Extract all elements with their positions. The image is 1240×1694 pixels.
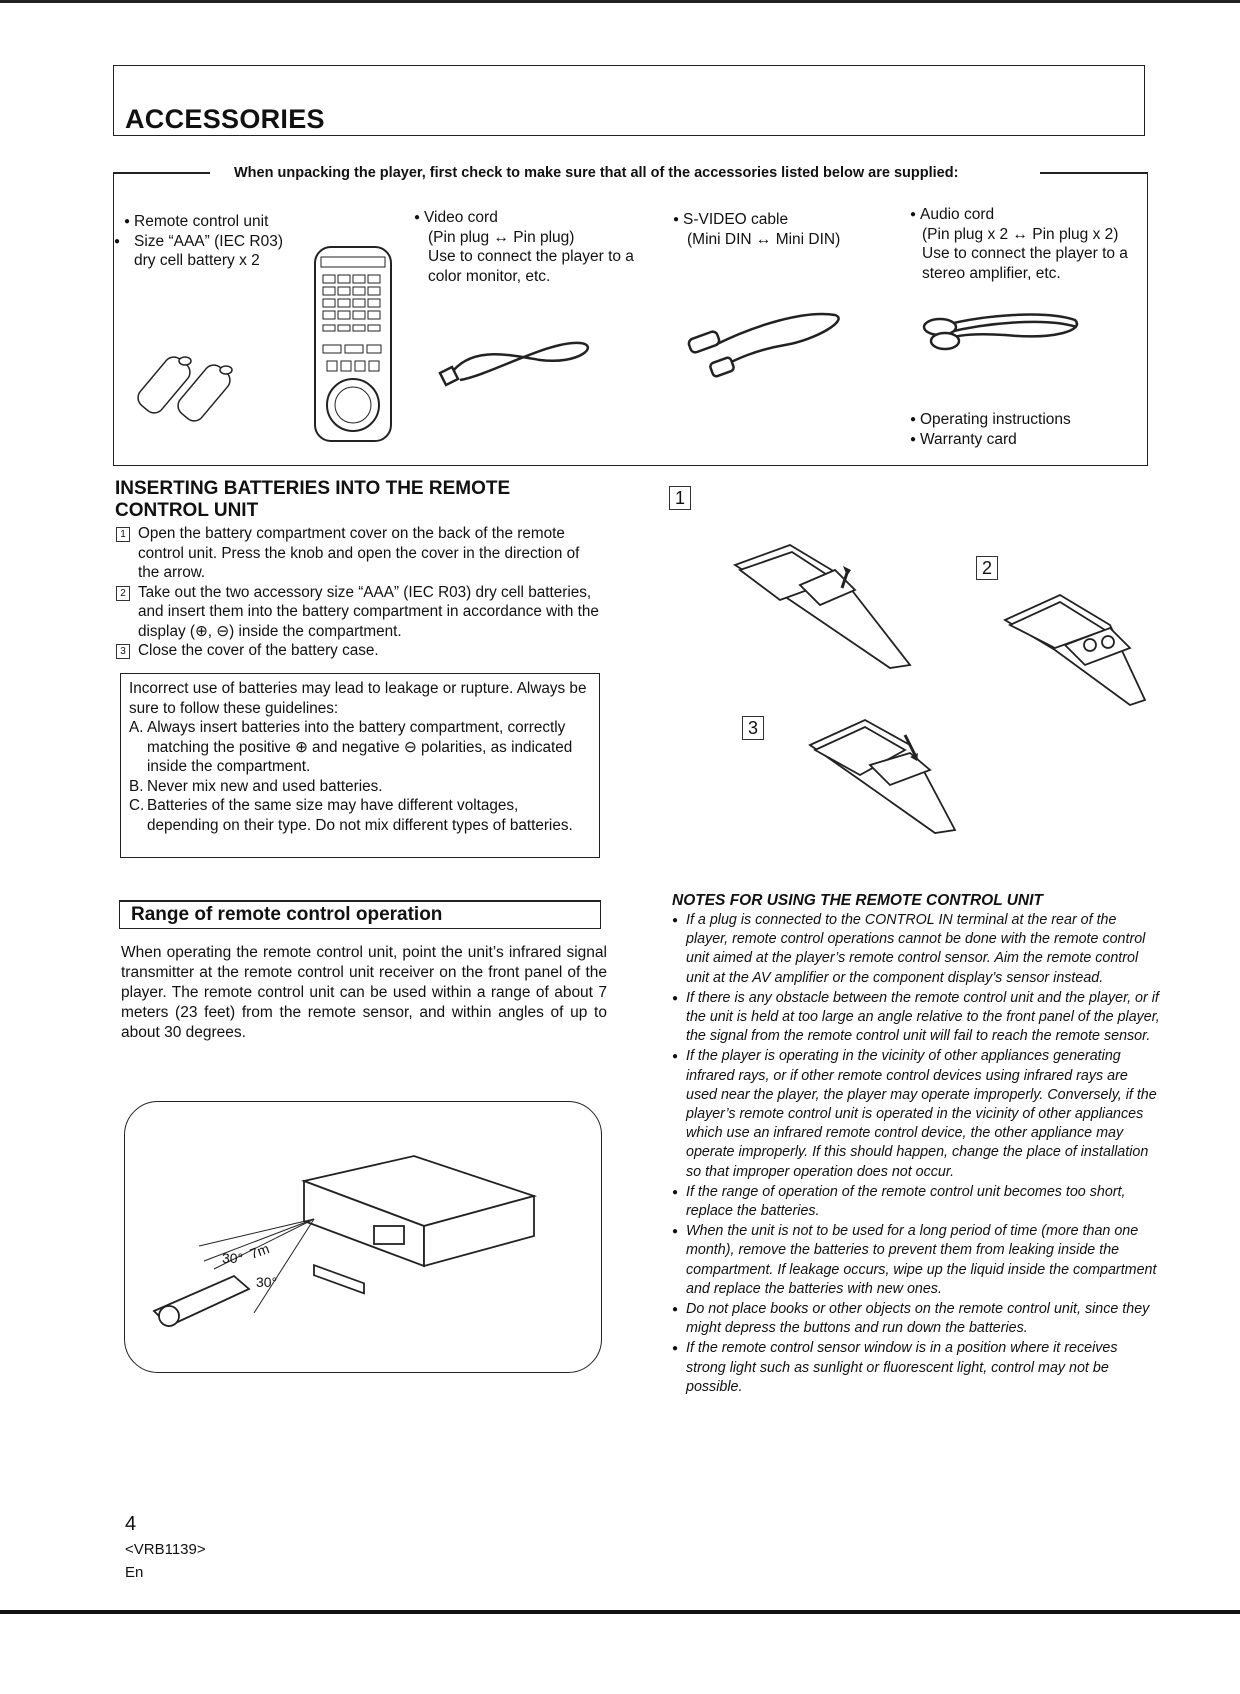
battery-steps	[116, 524, 600, 661]
battery-figure-2	[1000, 590, 1150, 710]
svideo-item: ● S-VIDEO cable (Mini DIN ↔ Mini DIN)	[673, 211, 841, 248]
bottom-rule	[0, 1610, 1240, 1614]
svideo-cable-illustration	[685, 305, 845, 385]
range-diagram	[124, 1101, 602, 1373]
warning-item-c: C. Batteries of the same size may have different voltages, depending on their type. Do not mix different types of batteries.	[129, 797, 573, 834]
warning-text: Incorrect use of batteries may lead to leakage or rupture. Always be sure to follow these guidelines: A. Always insert batteries into the battery compartment, correctly matching the positive ⊕ and negative ⊖ polarities, as indicated inside the compartment. B. Never mix new and used batteries. C. Batteries of the same size may have different voltages, depending on their type. Do not mix different types of batteries.	[129, 679, 591, 835]
video-cord-item: ● Video cord (Pin plug ↔ Pin plug) Use to connect the player to a color monitor, etc.	[414, 209, 634, 285]
remote-items	[114, 212, 299, 271]
step-1: 1 Open the battery compartment cover on the back of the remote control unit. Press the knob and open the cover in the direction of the arrow.	[116, 524, 600, 583]
distance-label: 7m	[247, 1240, 272, 1262]
notes-title: NOTES FOR USING THE REMOTE CONTROL UNIT	[672, 892, 1043, 909]
list-item: ● If the player is operating in the vicinity of other appliances generating infrared rays, or if other remote control devices using infrared rays are used near the player, the player may operate improperly. Conversely, if the player’s remote control unit is operated in the vicinity of other appliances which use an infrared remote control device, the other appliance may operate improperly. If this should happen, change the place of installation so that improper operation does not occur.	[672, 1048, 1157, 1180]
list-item: ● If the remote control sensor window is in a position where it receives strong light such as sunlight or fluorescent light, control may not be possible.	[672, 1340, 1118, 1395]
range-body: When operating the remote control unit, point the unit’s infrared signal transmitter at the remote control unit receiver on the front panel of the player. The remote control unit can be used within a range of about 7 meters (23 feet) from the remote sensor, and within angles of up to about 30 degrees.	[121, 944, 607, 1041]
accessories-rule-left	[113, 172, 210, 174]
accessories-intro: When unpacking the player, first check to make sure that all of the accessories listed below are supplied:	[234, 165, 959, 181]
audio-cord-item: ● Audio cord (Pin plug x 2 ↔ Pin plug x 2) Use to connect the player to a stereo amplifier, etc.	[910, 206, 1128, 282]
warning-item-b: B. Never mix new and used batteries.	[129, 777, 383, 795]
list-item: ● Remote control unit	[124, 213, 269, 230]
warning-item-a: A. Always insert batteries into the battery compartment, correctly matching the positive ⊕ and negative ⊖ polarities, as indicated inside the compartment.	[129, 719, 573, 775]
battery-figure-3	[805, 715, 965, 835]
language-code: En	[125, 1564, 144, 1581]
video-cord-illustration	[430, 335, 610, 395]
list-item: ● When the unit is not to be used for a long period of time (more than one month), remove the batteries to prevent them from leaking inside the compartment. If leakage occurs, wipe up the liquid inside the compartment and replace the batteries with new ones.	[672, 1223, 1157, 1297]
notes-list	[672, 911, 1160, 1398]
range-title: Range of remote control operation	[131, 904, 443, 925]
list-item: ● Warranty card	[910, 430, 1017, 448]
document-code: <VRB1139>	[125, 1541, 206, 1558]
accessories-rule-right	[1040, 172, 1148, 174]
list-item: ● Operating instructions	[910, 411, 1071, 428]
batteries-illustration	[140, 335, 250, 425]
page-title: ACCESSORIES	[125, 104, 325, 134]
figure-label-1: 1	[669, 486, 691, 510]
batteries-title: INSERTING BATTERIES INTO THE REMOTE CONTROL UNIT	[115, 478, 511, 521]
page-number: 4	[125, 1513, 137, 1535]
figure-label-3: 3	[742, 716, 764, 740]
list-item: ● If a plug is connected to the CONTROL IN terminal at the rear of the player, remote control operations cannot be done with the remote control unit aimed at the player’s remote control sensor. Aim the remote control unit at the AV amplifier or the component display’s sensor instead.	[672, 912, 1146, 986]
figure-label-2: 2	[976, 556, 998, 580]
list-item: ● If the range of operation of the remote control unit becomes too short, replace the batteries.	[672, 1183, 1126, 1220]
list-item: ● Size “AAA” (IEC R03) dry cell battery x 2	[114, 232, 284, 270]
docs-list	[910, 410, 1130, 449]
list-item: ● Do not place books or other objects on the remote control unit, since they might depress the buttons and run down the batteries.	[672, 1301, 1150, 1337]
remote-control-illustration	[313, 245, 395, 445]
step-2: 2 Take out the two accessory size “AAA” (IEC R03) dry cell batteries, and insert them into the battery compartment in accordance with the display (⊕, ⊖) inside the compartment.	[116, 583, 600, 642]
step-3: 3 Close the cover of the battery case.	[116, 641, 600, 661]
list-item: ● If there is any obstacle between the remote control unit and the player, or if the unit is held at too large an angle relative to the front panel of the player, the signal from the remote control unit will fail to reach the remote sensor.	[672, 989, 1160, 1045]
audio-cord-illustration	[915, 305, 1095, 365]
battery-figure-1	[730, 540, 920, 670]
top-rule	[0, 0, 1240, 3]
angle-label-1: 30°	[222, 1250, 244, 1266]
angle-label-2: 30°	[256, 1274, 278, 1290]
